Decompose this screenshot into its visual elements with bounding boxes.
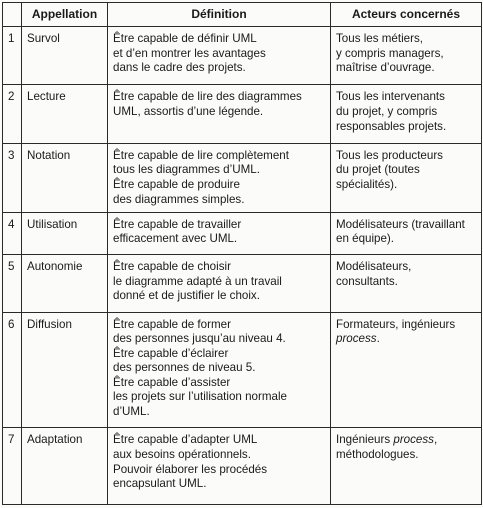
table-row [3, 212, 482, 254]
definition-line: Être capable de définir UML [113, 32, 257, 45]
row-number: 6 [3, 312, 22, 428]
table-row [3, 143, 482, 212]
table-row [3, 27, 482, 85]
actors-line: Modélisateurs, [336, 260, 412, 274]
row-actors [331, 27, 482, 85]
table-row [3, 428, 482, 505]
actors-line: spécialités). [336, 178, 398, 192]
row-definition [108, 428, 331, 505]
row-definition [108, 312, 331, 428]
definition-line: les projets sur l’utilisation normale [113, 390, 287, 404]
actors-line: Formateurs, ingénieurs [336, 317, 456, 331]
row-number: 7 [3, 428, 22, 505]
definition-line: le diagramme adapté à un travail [113, 274, 282, 288]
row-number: 4 [3, 212, 22, 254]
definition-line: Être capable d’éclairer [113, 346, 229, 360]
definition-line: aux besoins opérationnels. [113, 447, 251, 461]
definition-line: et d’en montrer les avantages [113, 46, 266, 60]
italic-term: process [393, 433, 434, 447]
definition-line: donné et de justifier le choix. [113, 289, 260, 303]
actors-line: en équipe). [336, 232, 395, 246]
row-actors [331, 143, 482, 212]
definition-line: Être capable de lire complètement [113, 148, 289, 162]
actors-line: Tous les producteurs [336, 148, 443, 162]
row-number: 3 [3, 143, 22, 212]
uml-competency-levels-table [2, 2, 482, 505]
definition-line: tous les diagrammes d’UML. [113, 163, 260, 177]
row-number: 2 [3, 85, 22, 143]
row-appellation: Autonomie [22, 255, 108, 312]
definition-line: des personnes de niveau 5. [113, 361, 256, 375]
actors-line: maîtrise d’ouvrage. [336, 61, 435, 75]
header-number [3, 3, 22, 27]
table-row [3, 255, 482, 312]
header-actors: Acteurs concernés [331, 3, 482, 27]
row-appellation: Diffusion [22, 312, 108, 428]
actors-line: Modélisateurs (travaillant [336, 217, 465, 231]
table-row [3, 85, 482, 143]
table-row [3, 312, 482, 428]
row-actors [331, 312, 482, 428]
row-appellation: Utilisation [22, 212, 108, 254]
definition-line: Pouvoir élaborer les procédés [113, 462, 268, 476]
header-definition: Définition [108, 3, 331, 27]
definition-line: des personnes jusqu’au niveau 4. [113, 332, 286, 346]
definition-line: Être capable de lire des diagrammes [113, 90, 302, 104]
row-number: 5 [3, 255, 22, 312]
actors-line: process. [336, 332, 380, 346]
definition-line: Être capable de travailler [113, 217, 242, 231]
row-appellation: Lecture [22, 85, 108, 143]
actors-line: Tous les intervenants [336, 90, 445, 104]
header-row [3, 3, 482, 27]
actors-line: du projet, y compris [336, 105, 438, 119]
actors-line: Ingénieurs process, [336, 433, 438, 447]
definition-line: Être capable de former [113, 317, 231, 331]
row-actors [331, 85, 482, 143]
header-appellation: Appellation [22, 3, 108, 27]
row-definition [108, 255, 331, 312]
actors-line: Tous les métiers, [336, 32, 423, 45]
definition-line: UML, assortis d’une légende. [113, 105, 264, 119]
actors-line: méthodologues. [336, 447, 419, 461]
row-definition [108, 27, 331, 85]
definition-line: efficacement avec UML. [113, 232, 238, 246]
actors-line: responsables projets. [336, 119, 447, 133]
definition-line: Être capable de produire [113, 178, 240, 192]
row-appellation: Survol [22, 27, 108, 85]
definition-line: Être capable d’adapter UML [113, 433, 258, 447]
row-appellation: Notation [22, 143, 108, 212]
definition-line: encapsulant UML. [113, 477, 207, 491]
definition-line: dans le cadre des projets. [113, 61, 246, 75]
definition-line: des diagrammes simples. [113, 192, 245, 206]
row-appellation: Adaptation [22, 428, 108, 505]
row-definition [108, 143, 331, 212]
definition-line: Être capable d’assister [113, 375, 231, 389]
row-number: 1 [3, 27, 22, 85]
actors-line: y compris managers, [336, 46, 444, 60]
row-definition [108, 85, 331, 143]
row-actors [331, 428, 482, 505]
definition-line: Être capable de choisir [113, 260, 231, 274]
actors-line: consultants. [336, 274, 398, 288]
definition-line: d’UML. [113, 405, 150, 419]
actors-line: du projet (toutes [336, 163, 420, 177]
row-definition [108, 212, 331, 254]
row-actors [331, 255, 482, 312]
row-actors [331, 212, 482, 254]
italic-term: process [336, 332, 377, 346]
